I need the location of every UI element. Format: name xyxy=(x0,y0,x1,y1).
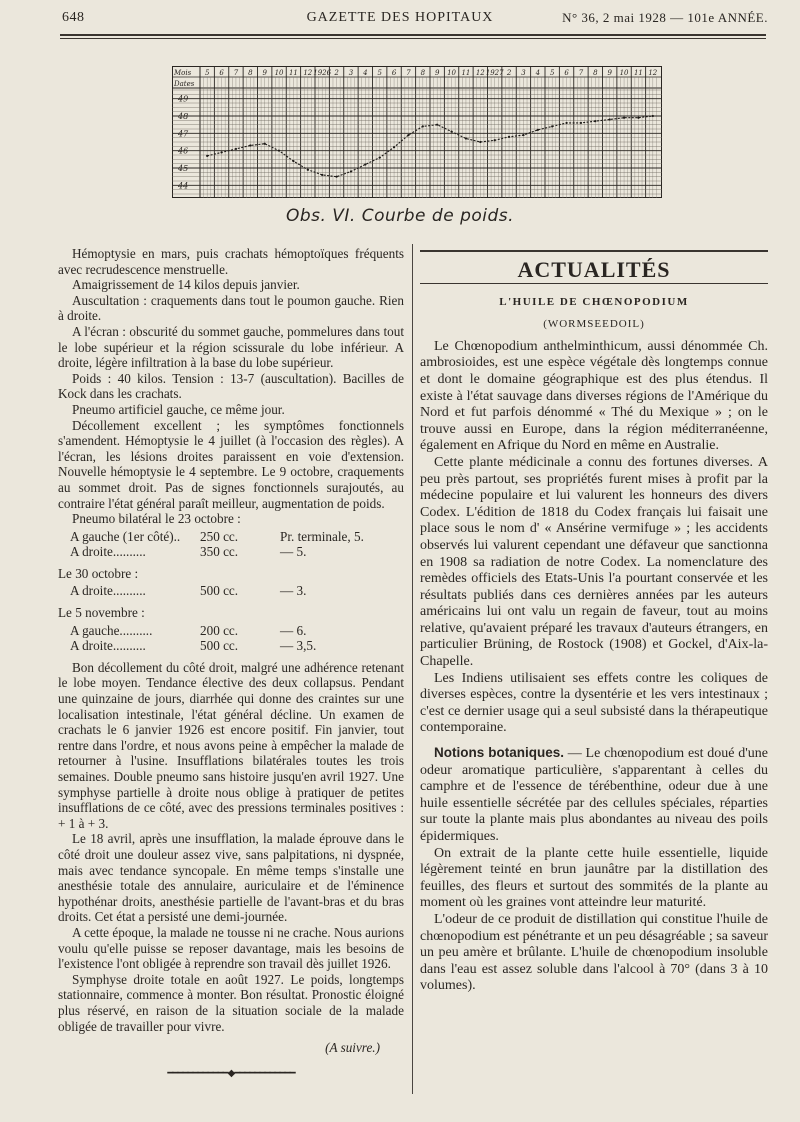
month-label: 11 xyxy=(288,69,298,77)
month-label: 5 xyxy=(204,69,210,77)
month-label: 6 xyxy=(219,69,224,77)
weight-point xyxy=(594,120,596,122)
month-label: 6 xyxy=(391,69,397,77)
measure-side: A gauche.......... xyxy=(70,622,153,638)
month-label: 10 xyxy=(447,69,457,77)
weight-point xyxy=(522,134,524,136)
weight-point xyxy=(249,144,251,146)
left-paragraph: Décollement excellent ; les symptômes fonctionnels s'amendent. Hémoptysie le 4 juillet (à l'occasion des règles). A l'écran, les lésions droites paraissent en voie d'extension. Nouvelle hémoptysie le 4 septembre. Le 9 octobre, craquements au sommet droit. Pas de signes fonctionnels surajoutés, au contraire l'état général paraît meilleur, augmentation de poids. xyxy=(58,417,404,511)
measure-label-2: Le 30 octobre : xyxy=(58,565,139,581)
weight-chart xyxy=(172,66,662,198)
issue-info: N° 36, 2 mai 1928 — 101e ANNÉE. xyxy=(562,10,768,25)
measure-label-3: Le 5 novembre : xyxy=(58,605,145,621)
month-label: 2 xyxy=(506,69,512,77)
weight-point xyxy=(465,137,467,139)
measure-row xyxy=(70,623,404,639)
month-label: 1927 xyxy=(485,69,504,77)
chart-caption: Obs. VI. Courbe de poids. xyxy=(285,206,515,226)
weight-point xyxy=(436,124,438,126)
right-paragraph: Cette plante médicinale a connu des fortunes diverses. A peu près partout, ses propriétés furent mises à profit par la médecine populaire et lui valurent les honneurs des divers Codex. L'édition de 1818 du Codex français lui faisait une place sous le nom d' « Ansérine vermifuge » ; les accidents observés lui valurent cependant une défaveur que sanctionna en 1908 sa radiation de notre Codex. La nomenclature des remèdes officiels des Etats-Unis l'a pourtant conservée et les résultats publiés dans ces dernières années par les auteurs américains lui ont valu un regain de faveur, tout au moins relative, qu'avaient préparé les travaux d'auteurs étrangers, en particulier Brüning, de Rostock (1908) et Gockel, d'Aix-la-Chapelle. xyxy=(420,454,768,670)
section-title: L'HUILE DE CHŒNOPODIUM xyxy=(499,295,689,308)
y-tick-label: 44 xyxy=(178,181,189,191)
weight-point xyxy=(494,139,496,141)
right-paragraph: Les Indiens utilisaient ses effets contre les coliques de diverses espèces, contre la dysentérie et les vers intestinaux ; c'est ce dernier usage qui a seul subsisté dans la thérapeutique contemporaine. xyxy=(420,670,768,736)
right-paragraph: Le Chœnopodium anthelminthicum, aussi dénommée Ch. ambrosioides, est une espèce végétale dès longtemps connue et dont le domaine géographique est des plus étendus. Il existe à l'état sauvage dans diverses régions de l'Amérique du Nord et fut parfois dénommé « Thé du Mexique » ; on le trouve aussi en Europe, dans la région méditerranéenne, également en Afrique du Nord en même en Australie. xyxy=(420,338,768,454)
measure-volume: 200 cc. xyxy=(200,622,239,638)
weight-point xyxy=(537,129,539,131)
left-paragraph: Auscultation : craquements dans tout le poumon gauche. Rien à droite. xyxy=(58,292,404,324)
month-label: 7 xyxy=(578,69,584,77)
month-label: 8 xyxy=(593,69,598,77)
weight-point xyxy=(264,143,266,145)
weight-point xyxy=(637,117,639,119)
left-paragraph: Pneumo bilatéral le 23 octobre : xyxy=(72,511,241,527)
left-paragraph: Amaigrissement de 14 kilos depuis janvier. xyxy=(72,277,300,293)
notions-text: — Le chœnopodium est doué d'une odeur aromatique particulière, s'apparentant à celles du camphre et de l'essence de térébenthine, odeur due à une huile essentielle sécrétée par des cellules spéciales, réparties sur toute la plante mais plus abondantes au niveau des poils épidermiques. xyxy=(420,746,768,844)
month-label: 5 xyxy=(377,69,382,77)
header-rule-thin xyxy=(60,38,766,39)
measures-table-3 xyxy=(70,623,404,654)
left-paragraph: A cette époque, la malade ne tousse ni ne crache. Nous aurions voulu qu'elle puisse se reposer davantage, mais les besoins de l'existence l'ont obligée à reprendre son travail dès juillet 1926. xyxy=(58,924,404,972)
measure-row xyxy=(70,583,404,599)
left-paragraph: Poids : 40 kilos. Tension : 13-7 (auscultation). Bacilles de Kock dans les crachats. xyxy=(58,370,404,402)
month-label: 5 xyxy=(549,69,555,77)
weight-point xyxy=(450,131,452,133)
page-header xyxy=(0,8,800,30)
month-label: 3 xyxy=(348,69,354,77)
weight-point xyxy=(551,125,553,127)
page-number: 648 xyxy=(62,10,85,25)
measures-table-1 xyxy=(70,529,404,560)
to-be-continued: (A suivre.) xyxy=(325,1040,380,1056)
month-label: 11 xyxy=(633,69,643,77)
weight-point xyxy=(321,174,323,176)
measure-volume: 250 cc. xyxy=(200,528,239,544)
measure-pressure: — 3. xyxy=(280,583,307,599)
month-label: 8 xyxy=(420,69,426,77)
month-label: 8 xyxy=(248,69,253,77)
month-label: 7 xyxy=(233,69,239,77)
measure-side: A droite.......... xyxy=(70,544,146,560)
right-column xyxy=(420,250,768,995)
weight-point xyxy=(307,169,309,171)
measure-row xyxy=(70,529,404,545)
weight-point xyxy=(292,160,294,162)
measure-pressure: — 6. xyxy=(280,622,307,638)
y-tick-label: 48 xyxy=(178,112,189,121)
measure-volume: 500 cc. xyxy=(200,638,239,654)
actualites-rule-top xyxy=(420,250,768,252)
measure-side: A droite.......... xyxy=(70,583,146,599)
measure-row xyxy=(70,638,404,654)
y-tick-label: 49 xyxy=(178,94,189,104)
weight-point xyxy=(379,157,381,159)
month-label: 9 xyxy=(434,69,440,77)
month-label: 3 xyxy=(521,69,526,77)
weight-point xyxy=(278,150,280,152)
y-tick-label: 45 xyxy=(178,164,189,173)
weight-point xyxy=(206,155,208,157)
weight-point xyxy=(393,146,395,148)
chart-row-label: Mois xyxy=(174,69,192,77)
header-rule xyxy=(60,34,766,36)
measure-pressure: — 3,5. xyxy=(280,638,317,654)
month-label: 12 xyxy=(303,69,313,77)
notions-paragraph xyxy=(420,745,768,846)
left-paragraph: Symphyse droite totale en août 1927. Le poids, longtemps stationnaire, commence à monter. Bon résultat. Pronostic éloigné plus réservé, en raison de la situation sociale de la malade obligée de travailler pour vivre. xyxy=(58,971,404,1034)
weight-point xyxy=(422,125,424,127)
column-divider xyxy=(412,244,413,1094)
month-label: 6 xyxy=(564,69,569,77)
weight-point xyxy=(479,141,481,143)
month-label: 4 xyxy=(535,69,541,77)
actualites-rule-bottom xyxy=(420,283,768,284)
weight-point xyxy=(623,117,625,119)
chart-row-label: Dates xyxy=(174,80,195,88)
measure-side: A droite.......... xyxy=(70,638,146,654)
month-label: 11 xyxy=(461,69,471,77)
weight-point xyxy=(407,134,409,136)
notions-label: Notions botaniques. xyxy=(434,745,565,761)
left-paragraph: Le 18 avril, après une insufflation, la malade éprouve dans le côté droit une douleur assez vive, sans palpitations, ni dyspnée, mais avec tendance syncopale. En même temps s'installe une anesthésie totale des annulaire, auriculaire et de l'éminence hypothénar droits, anesthésie partielle de l'avant-bras et du bras droits. Cet état a persisté une demi-journée. xyxy=(58,831,404,925)
measure-volume: 350 cc. xyxy=(200,544,239,560)
section-subtitle: (WORMSEEDOIL) xyxy=(543,318,645,331)
month-label: 4 xyxy=(363,69,368,77)
weight-point xyxy=(652,115,654,117)
y-tick-label: 47 xyxy=(178,129,189,139)
measure-side: A gauche (1er côté).. xyxy=(70,528,181,544)
y-tick-label: 46 xyxy=(178,146,189,156)
right-paragraph: On extrait de la plante cette huile essentielle, liquide légèrement teinté en brun jaunâtre par la distillation des feuilles, des fleurs et surtout des sommités de la plante au moment où les graines vont atteindre leur maturité. xyxy=(420,845,768,911)
weight-point xyxy=(609,118,611,120)
actualites-heading: ACTUALITÉS xyxy=(517,257,671,282)
month-label: 10 xyxy=(274,69,284,77)
month-label: 9 xyxy=(607,69,612,77)
measure-pressure: — 5. xyxy=(280,544,307,560)
measure-row xyxy=(70,544,404,560)
weight-point xyxy=(235,148,237,150)
month-label: 1926 xyxy=(313,69,332,77)
journal-title: GAZETTE DES HOPITAUX xyxy=(306,10,494,25)
left-column xyxy=(58,246,404,1081)
month-label: 12 xyxy=(475,69,485,77)
month-label: 9 xyxy=(262,69,267,77)
measure-pressure: Pr. terminale, 5. xyxy=(280,528,364,544)
left-paragraph: Hémoptysie en mars, puis crachats hémoptoïques fréquents avec recrudescence menstruelle. xyxy=(58,246,404,277)
left-paragraph: Pneumo artificiel gauche, ce même jour. xyxy=(72,401,285,417)
weight-chart-svg xyxy=(172,66,662,198)
weight-point xyxy=(220,151,222,153)
left-paragraph: A l'écran : obscurité du sommet gauche, pommelures dans tout le lobe supérieur et la région scissurale du lobe inférieur. A droite, légère infiltration à la base du lobe supérieur. xyxy=(58,323,404,371)
month-label: 12 xyxy=(648,69,658,77)
weight-point xyxy=(350,170,352,172)
right-paragraph: L'odeur de ce produit de distillation qui constitue l'huile de chœnopodium est pénétrante et un peu désagréable ; sa saveur un peu amère et brûlante. L'huile de chœnopodium insoluble dans l'eau est assez soluble dans l'alcool à 70° (dans 3 à 10 volumes). xyxy=(420,911,768,994)
month-label: 2 xyxy=(334,69,339,77)
weight-point xyxy=(335,176,337,178)
weight-point xyxy=(580,122,582,124)
month-label: 10 xyxy=(619,69,629,77)
weight-point xyxy=(364,163,366,165)
left-paragraph: Bon décollement du côté droit, malgré une adhérence retenant le lobe moyen. Tendance élective des deux collapsus. Pendant une quinzaine de jours, diarrhée qui donne des craintes sur une localisation intestinale, l'état général décline. Un examen de crachats le 6 janvier 1926 est encore positif. Fin janvier, tout rentre dans l'ordre, et nous avons peine à empêcher la malade de retourner à l'usine. Insufflations bilatérales toutes les trois semaines. Double pneumo sans histoire jusqu'en avril 1927. Une symphyse partielle à droite nous oblige à pratiquer de petites insufflations de ce côté, avec des pressions terminales positives : + 1 à + 3. xyxy=(58,659,404,831)
weight-point xyxy=(508,136,510,138)
measure-volume: 500 cc. xyxy=(200,583,239,599)
ornament-divider: ━━━━━━━━━━━━◆━━━━━━━━━━━━ xyxy=(167,1067,295,1079)
weight-point xyxy=(565,122,567,124)
month-label: 7 xyxy=(406,69,411,77)
measures-table-2 xyxy=(70,583,404,599)
